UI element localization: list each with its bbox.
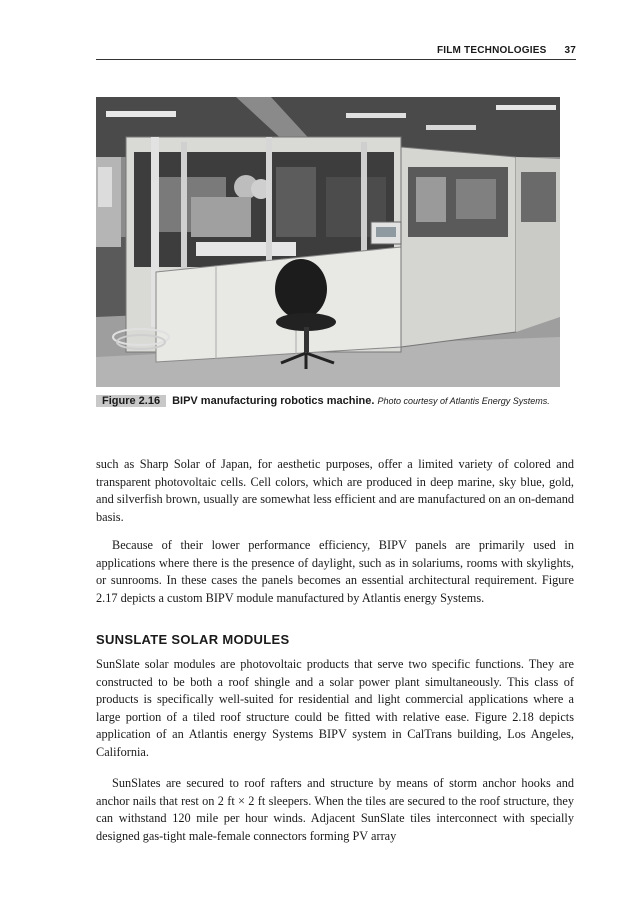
figure-caption [96,394,560,409]
running-title: FILM TECHNOLOGIES [436,45,547,56]
figure-credit: Photo courtesy of Atlantis Energy Systems. [377,396,550,406]
figure-label: Figure 2.16 [96,395,166,407]
figure-title: BIPV manufacturing robotics machine. [172,395,375,407]
paragraph-1: such as Sharp Solar of Japan, for aesthetic purposes, offer a limited variety of colored and transparent photovoltaic cells. Cell colors, which are produced in deep marine, sky blue, gold, and silverfish brown, usually are somewhat less efficient and are manufactured on an on-demand basis. [96,457,574,524]
section-heading: SUNSLATE SOLAR MODULES [96,632,290,647]
robotics-machine-photo-icon [96,97,560,387]
paragraph-4: SunSlates are secured to roof rafters and structure by means of storm anchor hooks and anchor nails that rest on 2 ft × 2 ft sleepers. When the tiles are secured to the roof structure, they can withstand 120 mile per hour winds. Adjacent SunSlate tiles interconnect with specially designed gas-tight male-female connectors forming PV array [96,776,574,843]
page-number: 37 [564,45,576,56]
paragraph-2: Because of their lower performance efficiency, BIPV panels are primarily used in applications where there is the presence of daylight, such as in solariums, rooms with skylights, or sunrooms. In these cases the panels becomes an essential architectural requirement. Figure 2.17 depicts a custom BIPV module manufactured by Atlantis energy Systems. [96,538,574,605]
figure-photo [96,97,560,387]
running-header [96,45,576,60]
paragraph-3: SunSlate solar modules are photovoltaic products that serve two specific functions. They are constructed to be both a roof shingle and a solar power plant simultaneously. This class of products is specifically well-suited for residential and light commercial applications where a large portion of a tiled roof structure could be fitted with relative ease. Figure 2.18 depicts application of an Atlantis energy Systems BIPV system in CalTrans building, Los Angeles, California. [96,657,574,759]
